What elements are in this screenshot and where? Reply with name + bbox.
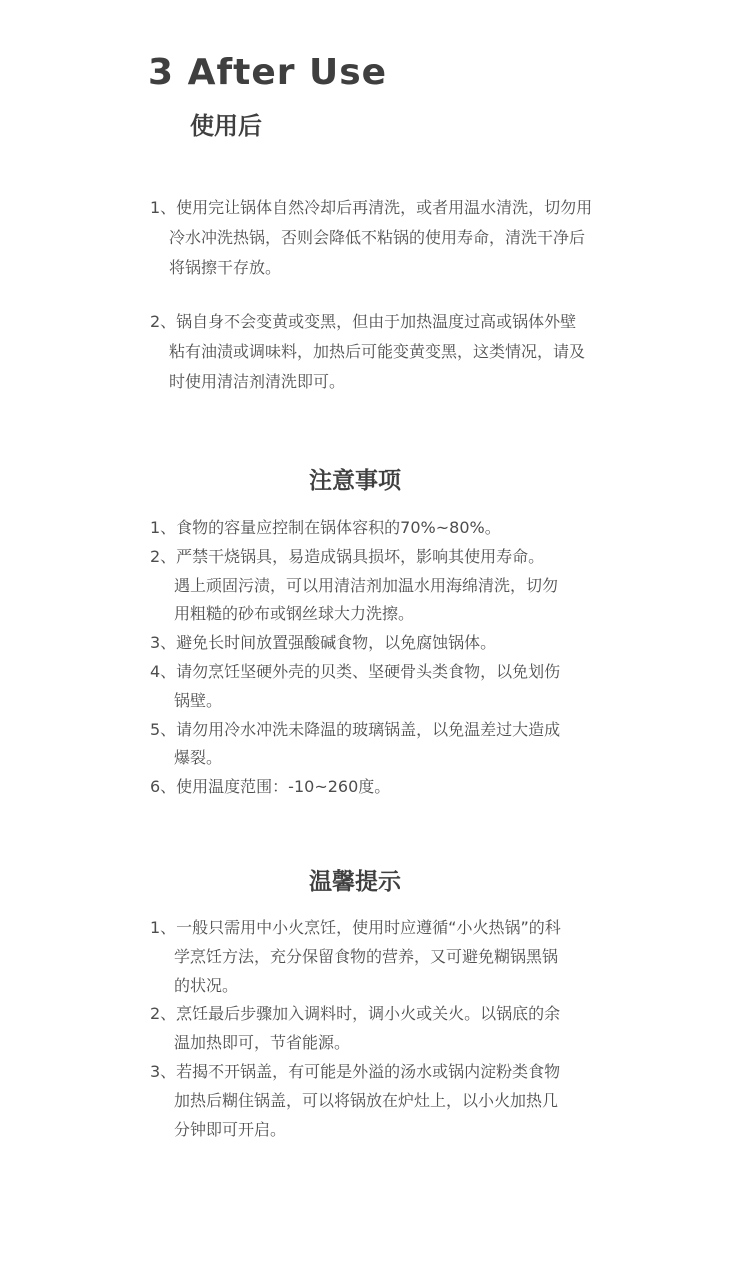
- tips-list: [150, 914, 610, 1144]
- paragraph-line: 粘有油渍或调味料，加热后可能变黄变黑，这类情况，请及: [169, 342, 586, 361]
- notes-line: 5、请勿用冷水冲洗未降温的玻璃锅盖，以免温差过大造成: [150, 719, 561, 739]
- tips-line: 分钟即可开启。: [174, 1119, 287, 1139]
- paragraph-line: 时使用清洁剂清洗即可。: [169, 372, 346, 391]
- tips-line: 1、一般只需用中小火烹饪，使用时应遵循“小火热锅”的科: [150, 918, 561, 937]
- notes-line: 6、使用温度范围：-10~260度。: [150, 777, 391, 797]
- tips-line: 2、烹饪最后步骤加入调料时，调小火或关火。以锅底的余: [150, 1004, 561, 1024]
- tips-title: 温馨提示: [309, 869, 401, 895]
- notes-line: 4、请勿烹饪坚硬外壳的贝类、坚硬骨头类食物，以免划伤: [150, 661, 561, 681]
- notes-list: [150, 514, 610, 802]
- paragraph-line: 1、使用完让锅体自然冷却后再清洗，或者用温水清洗，切勿用: [150, 198, 593, 217]
- tips-line: 学烹饪方法，充分保留食物的营养，又可避免糊锅黑锅: [174, 946, 559, 966]
- tips-line: 3、若揭不开锅盖，有可能是外溢的汤水或锅内淀粉类食物: [150, 1061, 561, 1081]
- notes-line: 爆裂。: [174, 748, 223, 768]
- paragraph-line: 2、锅自身不会变黄或变黑，但由于加热温度过高或锅体外壁: [150, 312, 577, 331]
- after-use-paragraph-2: [150, 307, 600, 397]
- tips-line: 温加热即可，节省能源。: [174, 1033, 351, 1053]
- notes-line: 2、严禁干烧锅具，易造成锅具损坏，影响其使用寿命。: [150, 546, 545, 566]
- section-title-chinese: 使用后: [190, 112, 262, 140]
- after-use-paragraph-1: [150, 193, 600, 283]
- notes-title: 注意事项: [309, 468, 401, 494]
- tips-line: 的状况。: [174, 975, 239, 995]
- notes-line: 遇上顽固污渍，可以用清洁剂加温水用海绵清洗，切勿: [174, 575, 559, 595]
- notes-line: 1、食物的容量应控制在锅体容积的70%~80%。: [150, 518, 501, 537]
- tips-line: 加热后糊住锅盖，可以将锅放在炉灶上，以小火加热几: [174, 1090, 559, 1110]
- paragraph-line: 将锅擦干存放。: [169, 258, 282, 277]
- section-title-english: 3 After Use: [148, 52, 388, 93]
- notes-line: 用粗糙的砂布或钢丝球大力洗擦。: [174, 604, 415, 624]
- notes-line: 锅壁。: [174, 690, 223, 710]
- notes-line: 3、避免长时间放置强酸碱食物，以免腐蚀锅体。: [150, 633, 497, 653]
- paragraph-line: 冷水冲洗热锅，否则会降低不粘锅的使用寿命，清洗干净后: [169, 228, 586, 247]
